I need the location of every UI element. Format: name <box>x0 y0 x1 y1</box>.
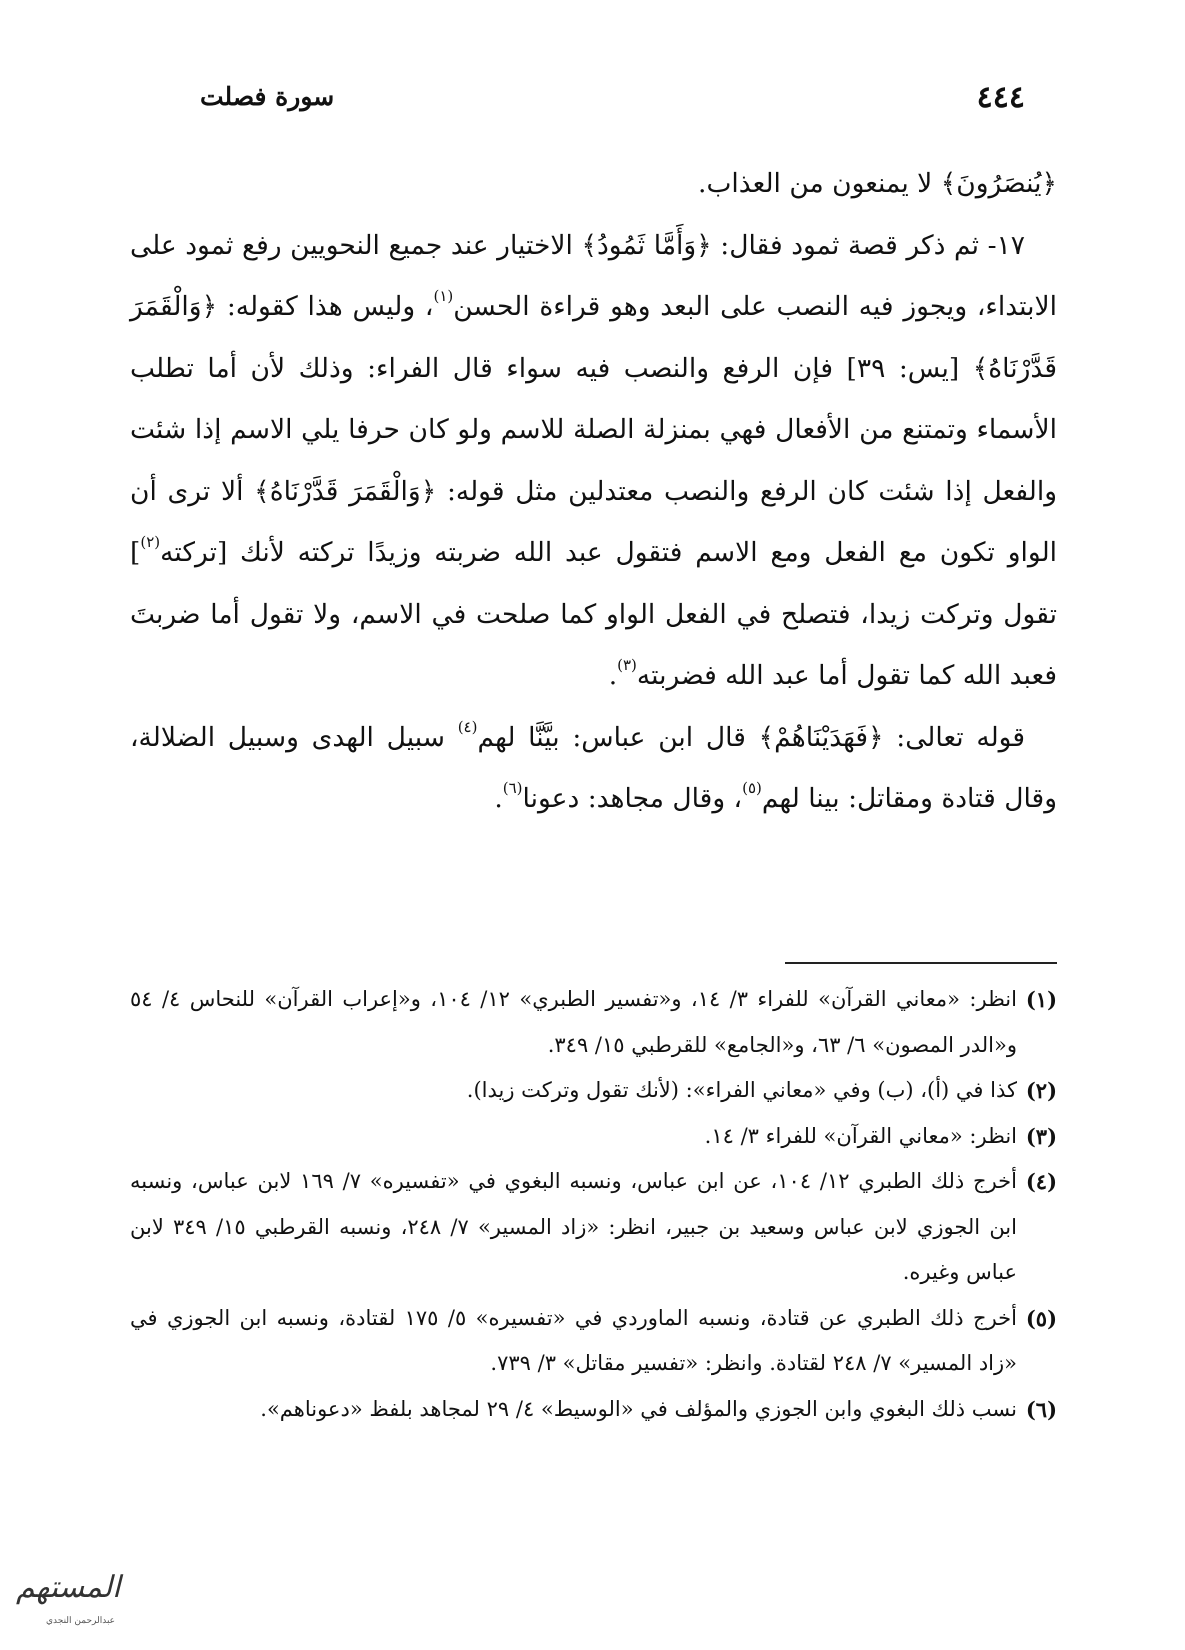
footnote-item <box>130 977 1057 1068</box>
text-run: . <box>608 660 618 691</box>
footnote-text: كذا في (أ)، (ب) وفي «معاني الفراء»: (لأنك تقول وتركت زيدا). <box>466 1078 1017 1102</box>
footnote-text: انظر: «معاني القرآن» للفراء ٣/ ١٤. <box>704 1123 1017 1148</box>
footnote-item <box>130 1296 1057 1387</box>
text-run: ألا ترى أن الواو تكون مع الفعل ومع الاسم فتقول عبد الله ضربته وزيدًا تركته لأنك [تركته <box>130 475 1057 568</box>
footnote-ref[interactable]: (٦) <box>502 779 523 798</box>
footnote-text: انظر: «معاني القرآن» للفراء ٣/ ١٤، و«تفسير الطبري» ١٢/ ١٠٤، و«إعراب القرآن» للنحاس ٤/ ٥٤ و«الدر المصون» ٦/ ٦٣، و«الجامع» للقرطبي ١٥/ ٣٤٩. <box>130 987 1017 1057</box>
footnote-item <box>130 1159 1057 1296</box>
quran-quote: ﴿وَأَمَّا ثَمُودُ﴾ <box>581 229 712 261</box>
footnote-text: أخرج ذلك الطبري عن قتادة، ونسبه الماوردي في «تفسيره» ٥/ ١٧٥ لقتادة، ونسبه ابن الجوزي في «زاد المسير» ٧/ ٢٤٨ لقتادة. وانظر: «تفسير مقاتل» ٣/ ٧٣٩. <box>130 1305 1017 1375</box>
surah-title: سورة فصلت <box>200 82 335 111</box>
text-run: ] تقول وتركت زيدا، فتصلح في الفعل الواو كما صلحت في الاسم، ولا تقول أما ضربتَ فعبد الله كما تقول أما عبد الله فضربته <box>130 537 1057 691</box>
footnote-number: (٥) <box>1025 1305 1057 1331</box>
footnote-number: (٢) <box>1025 1078 1057 1103</box>
text-run: سبيل الهدى وسبيل الضلالة، وقال قتادة ومقاتل: بينا لهم <box>130 721 1057 814</box>
text-run: . <box>494 783 503 814</box>
footnote-item <box>130 1068 1057 1114</box>
footnote-ref[interactable]: (٥) <box>742 779 762 798</box>
footnote-ref[interactable]: (٣) <box>617 656 637 675</box>
paragraph-1 <box>130 153 1057 215</box>
footnote-item <box>130 1114 1057 1160</box>
footnote-item <box>130 1387 1057 1433</box>
text-run: ، وليس هذا كقوله: <box>217 291 434 322</box>
text-run: ١٧- ثم ذكر قصة ثمود فقال: <box>711 229 1026 261</box>
footnote-text: نسب ذلك البغوي وابن الجوزي والمؤلف في «الوسيط» ٤/ ٢٩ لمجاهد بلفظ «دعوناهم». <box>260 1396 1017 1421</box>
text-run: قوله تعالى: <box>883 721 1025 753</box>
footnote-ref[interactable]: (٤) <box>457 717 478 736</box>
footnote-number: (١) <box>1025 987 1057 1012</box>
footnote-text: أخرج ذلك الطبري ١٢/ ١٠٤، عن ابن عباس، ونسبه البغوي في «تفسيره» ٧/ ١٦٩ لابن عباس، ونسبه ابن الجوزي لابن عباس وسعيد بن جبير، انظر: «زاد المسير» ٧/ ٢٤٨، ونسبه القرطبي ١٥/ ٣٤٩ لابن عباس وغيره. <box>130 1169 1017 1284</box>
footnote-number: (٦) <box>1025 1396 1057 1422</box>
page-number: ٤٤٤ <box>976 80 1025 115</box>
footnotes <box>130 977 1057 1432</box>
text-run: الاختيار عند جميع النحويين رفع ثمود على الابتداء، ويجوز فيه النصب على البعد وهو قراءة الحسن <box>130 229 1057 322</box>
text-run: لا يمنعون من العذاب. <box>698 168 941 199</box>
watermark-sub-text: عبدالرحمن النجدي <box>46 1616 116 1626</box>
quran-quote: ﴿وَالْقَمَرَ قَدَّرْنَاهُ﴾ <box>130 291 1057 384</box>
page-header <box>200 80 1025 124</box>
footnote-ref[interactable]: (١) <box>433 287 454 306</box>
watermark-logo-text: المستهم <box>16 1570 121 1605</box>
footnote-divider <box>785 962 1057 964</box>
text-run: قال ابن عباس: بيَّنَّا لهم <box>477 721 759 753</box>
paragraph-2 <box>130 215 1057 707</box>
watermark-logo <box>6 1568 146 1638</box>
quran-quote: ﴿يُنصَرُونَ﴾ <box>940 168 1057 199</box>
text-run: [يس: ٣٩] فإن الرفع والنصب فيه سواء قال الفراء: وذلك لأن أما تطلب الأسماء وتمتنع من الأفعال فهي بمنزلة الصلة للاسم ولو كان حرفا يلي الاسم إذا شئت والفعل إذا شئت كان الرفع والنصب معتدلين مثل قوله: <box>130 352 1057 507</box>
footnote-number: (٣) <box>1025 1123 1057 1149</box>
text-run: ، وقال مجاهد: دعونا <box>522 783 743 814</box>
footnote-ref[interactable]: (٢) <box>140 533 161 552</box>
paragraph-3 <box>130 707 1057 830</box>
main-text <box>130 153 1057 830</box>
quran-quote: ﴿وَالْقَمَرَ قَدَّرْنَاهُ﴾ <box>254 475 437 507</box>
footnote-number: (٤) <box>1025 1169 1057 1194</box>
quran-quote: ﴿فَهَدَيْنَاهُمْ﴾ <box>758 721 884 753</box>
